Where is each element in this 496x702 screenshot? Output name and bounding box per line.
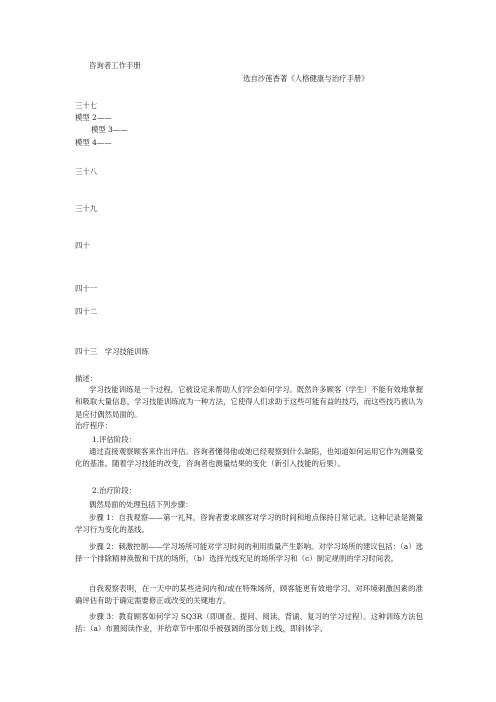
stage-2-intro: 偶然局面的处理包括下列步骤： [89,500,193,509]
model-3-label: 模型 3—— [91,125,128,134]
step-2-paragraph: 步骤 2：刺激控制——学习场所可能对学习时间的利用质量产生影响。对学习场所的建议包括：（a）选择一个排除精神涣散和干扰的场所，（b）选择光线充足的场所学习和（c）制定规则的学习时间表。 [75,542,423,564]
section-heading-39: 三十九 [75,204,98,213]
section-heading-41: 四十一 [75,284,98,293]
step-3-paragraph: 步骤 3：教育顾客如何学习 SQ3R（即调查、提问、阅读、背诵、复习的学习过程）。这种训练方法包括：（a）布置阅读作业，并给章节中那似乎被强调的部分划上线，即斜体字、 [75,612,423,634]
manual-title: 咨询者工作手册 [89,61,141,70]
section-heading-40: 四十 [75,241,90,250]
section-heading-37: 三十七 [75,101,98,110]
model-2-label: 模型 2—— [75,113,112,122]
stage-1-paragraph: 通过直接观察顾客来作出评估。咨询者懂得他或她已经观察到什么缺陷，也知道如何运用它作为测量变化的基准。随着学习技能的改变，咨询者也测量结果的变化（新引入技能的后果）。 [75,447,423,469]
description-label: 描述： [75,374,98,383]
program-label: 治疗程序： [75,421,112,430]
stage-1-label: 1.评估阶段： [92,435,137,444]
stage-2-label: 2.治疗阶段： [92,486,137,495]
section-heading-42: 四十二 [75,307,98,316]
source-note: 选自沙莲香著《人格健康与治疗手册》 [243,74,369,83]
step-1-paragraph: 步骤 1：自我观察——第一礼拜，咨询者要求顾客对学习的时间和地点保持日常记录。这种记录是测量学习行为变化的基线。 [75,513,423,535]
description-paragraph: 学习技能训练是一个过程，它被设定来帮助人们学会如何学习。既然许多顾客（学生）不能有效地掌握和吸取大量信息，学习技能训练成为一种方法，它使得人们求助于这些可能有益的技巧，而这些技巧被认为是应付偶然局面的。 [75,385,423,419]
section-heading-43: 四十三 学习技能训练 [75,347,149,356]
section-heading-38: 三十八 [75,167,98,176]
step-2-note-paragraph: 自我观察表明，在一天中的某些进间内和/或在特殊场所，顾客能更有效地学习。对环境刺激因素的准确评估有助于确定需要修正或改变的关键地方。 [75,584,423,606]
model-4-label: 模型 4—— [75,138,112,147]
